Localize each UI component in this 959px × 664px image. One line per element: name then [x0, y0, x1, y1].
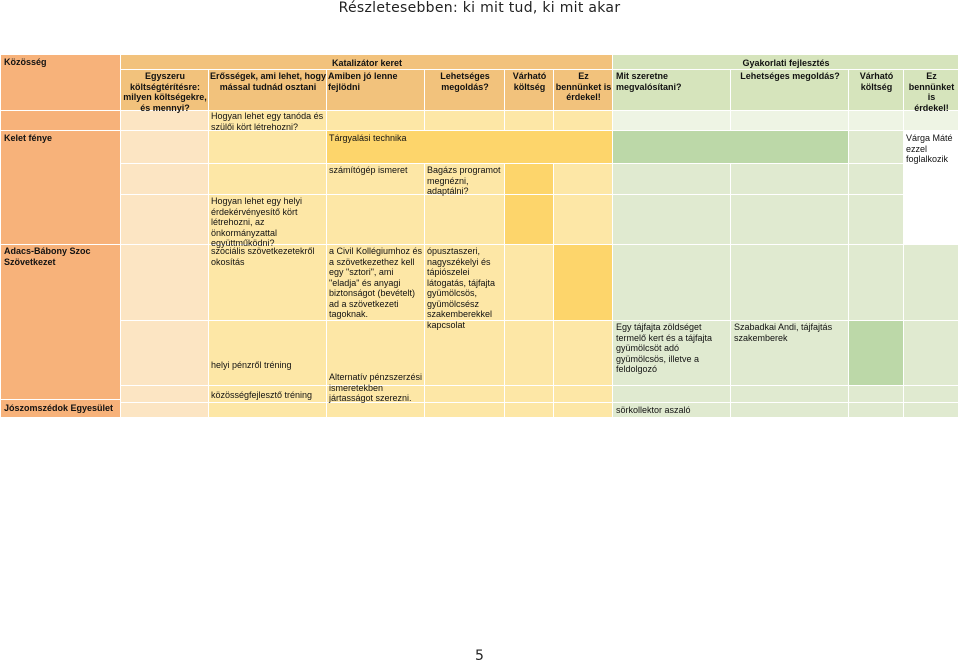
- cell: [327, 111, 425, 131]
- cell: [209, 131, 327, 164]
- header-kozosseg: Közösség: [4, 57, 47, 67]
- text-penzrol: helyi pénzről tréning: [211, 360, 292, 370]
- cell: [209, 403, 327, 418]
- text-szamitogep: számítógép ismeret: [329, 165, 408, 175]
- community-adacs-cell: [1, 245, 121, 400]
- cell: [505, 403, 554, 418]
- cell: [731, 403, 849, 418]
- cell: [505, 111, 554, 131]
- green-band: [613, 131, 849, 164]
- cell: [849, 111, 904, 131]
- cell: [849, 403, 904, 418]
- cell: [731, 245, 849, 321]
- cell: [904, 321, 959, 386]
- cell: [731, 111, 849, 131]
- header-gyakorlati: Gyakorlati fejlesztés: [742, 58, 830, 68]
- text-opuszta: ópusztaszeri, nagyszékelyi és tápiószelei látogatás, tájfajta gyümölcsös, gyümölcsész szakemberekkel kapcsolat: [427, 246, 496, 330]
- text-varga: Várga Máté ezzel foglalkozik: [906, 133, 953, 164]
- header-varhato2: Várható költség: [859, 71, 894, 92]
- cell: [849, 386, 904, 403]
- text-szabadkai: Szabadkai Andi, tájfajtás szakemberek: [734, 322, 833, 343]
- cell: [121, 386, 209, 403]
- cell: [904, 164, 959, 195]
- header-katalizator: Katalizátor keret: [331, 58, 403, 68]
- cell: [554, 111, 613, 131]
- cell: [554, 403, 613, 418]
- header-ez: Ez bennünket is érdekel!: [555, 71, 612, 102]
- header-erossegek: Erősségek, ami lehet, hogy mással tudnád osztani: [209, 71, 327, 92]
- cell: [613, 386, 731, 403]
- cell: [121, 245, 209, 321]
- cell: [425, 403, 505, 418]
- text-kozossegfejleszto: közösségfejlesztő tréning: [211, 390, 313, 400]
- cell: [554, 164, 613, 195]
- cell: [904, 111, 959, 131]
- cell: [425, 386, 505, 403]
- text-bagazs: Bagázs programot megnézni, adaptálni?: [427, 165, 501, 196]
- cell: [904, 195, 959, 245]
- cell: [731, 195, 849, 245]
- cell: [731, 164, 849, 195]
- text-alternativ: Alternatív pénzszerzési ismeretekben jártasságot szerezni.: [329, 372, 423, 403]
- cell: [849, 245, 904, 321]
- cell: [121, 195, 209, 245]
- header-amiben: Amiben jó lenne fejlödni: [328, 71, 398, 92]
- cell: [327, 403, 425, 418]
- cell: [554, 245, 613, 321]
- cell: [425, 111, 505, 131]
- cell: [121, 403, 209, 418]
- cell: [849, 195, 904, 245]
- cell: [209, 164, 327, 195]
- cell: [209, 321, 327, 386]
- cell: [327, 195, 425, 245]
- cell: [731, 386, 849, 403]
- community-kelet: Kelet fénye: [4, 133, 53, 143]
- cell: [121, 321, 209, 386]
- text-targyalasi: Tárgyalási technika: [329, 133, 407, 143]
- cell: [121, 131, 209, 164]
- cell: [121, 111, 209, 131]
- cell: [554, 195, 613, 245]
- cell: [505, 386, 554, 403]
- cell: [849, 164, 904, 195]
- cell: [613, 195, 731, 245]
- header-mit-szeretne: Mit szeretne megvalósítani?: [616, 71, 682, 92]
- cell: [904, 245, 959, 321]
- cell: [121, 164, 209, 195]
- community-adacs: Adacs-Bábony Szoc Szövetkezet: [4, 246, 91, 267]
- cell: [613, 111, 731, 131]
- page-number: 5: [475, 648, 484, 664]
- page-title: Részletesebben: ki mit tud, ki mit akar: [338, 0, 621, 16]
- header-varhato: Várható költség: [512, 71, 547, 92]
- community-kelet-cell: [1, 131, 121, 245]
- header-lehetseges2: Lehetséges megoldás?: [740, 71, 840, 81]
- community-joszom: Jószomszédok Egyesület: [4, 403, 114, 413]
- cell: [849, 131, 904, 164]
- header-egyszeru: Egyszeru költségtérítésre: milyen költségekre, és mennyi?: [123, 71, 207, 113]
- text-tajfajta: Egy tájfajta zöldséget termelő kert és a tájfajta gyümölcsöt adó gyümölcsös, illetve a feldolgozó: [616, 322, 713, 374]
- text-tanoda: Hogyan lehet egy tanóda és szülői kört létrehozni?: [211, 111, 324, 132]
- cell: [904, 386, 959, 403]
- header-lehetseges: Lehetséges megoldás?: [440, 71, 490, 92]
- cell: [613, 245, 731, 321]
- cell: [554, 321, 613, 386]
- cell: [505, 245, 554, 321]
- community-empty-cell: [1, 111, 121, 131]
- cell: [425, 321, 505, 386]
- cell: [425, 195, 505, 245]
- cell: [505, 164, 554, 195]
- text-szocialis: szociális szövetkezetekről okosítás: [211, 246, 315, 267]
- cell: [505, 195, 554, 245]
- cell: [849, 321, 904, 386]
- text-civil: a Civil Kollégiumhoz és a szövetkezethez kell egy "sztori", ami "eladja" és anyagi biztonságot (bevételt) ad a szövetkezeti tagoknak.: [329, 246, 423, 319]
- cell: [613, 164, 731, 195]
- cell: [904, 403, 959, 418]
- cell: [505, 321, 554, 386]
- cell: [554, 386, 613, 403]
- header-ez2: Ez bennünket is érdekel!: [908, 71, 955, 113]
- text-sorkollektor: sörkollektor aszaló: [616, 405, 691, 415]
- text-erdekervenyesito: Hogyan lehet egy helyi érdekérvényesítő kört létrehozni, az önkormányzattal együttműködni?: [211, 196, 303, 248]
